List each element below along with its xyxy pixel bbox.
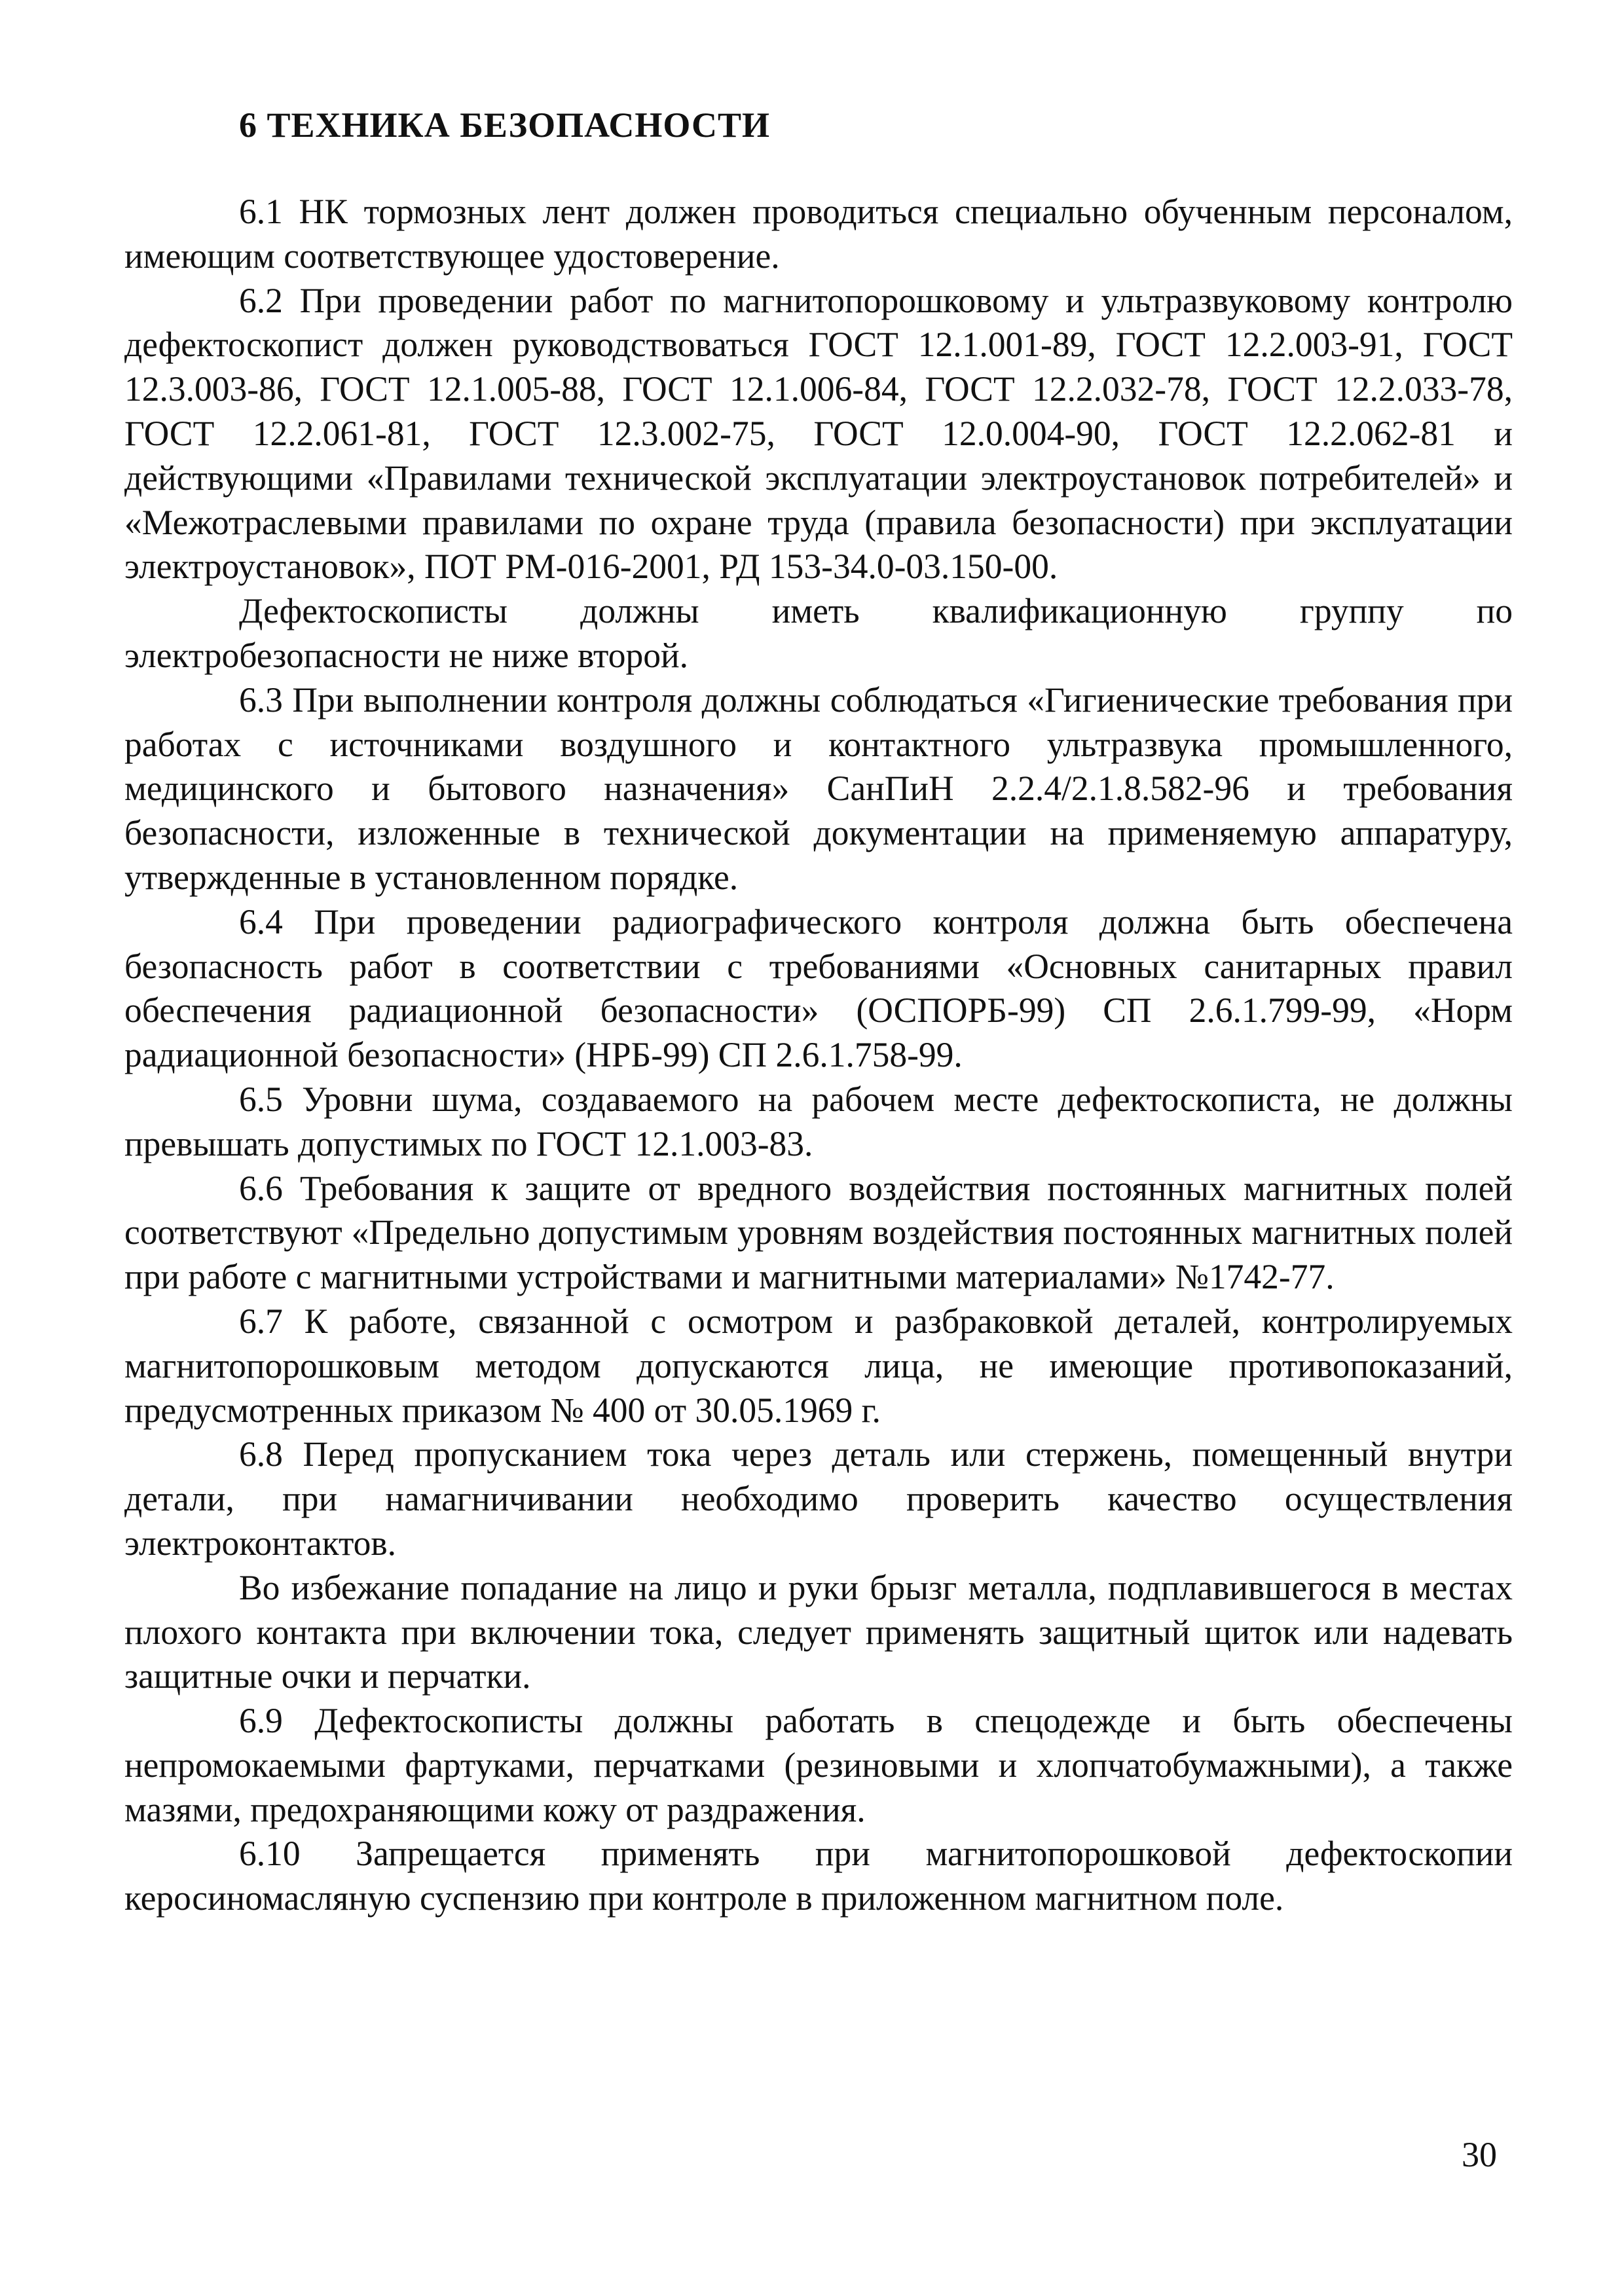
paragraph-6-10: 6.10 Запрещается применять при магнитопорошковой дефектоскопии керосиномасляную суспензию при контроле в приложенном магнитном поле. <box>124 1834 1513 1918</box>
section-body <box>124 190 1513 1921</box>
paragraph-6-8-protection: Во избежание попадание на лицо и руки брызг металла, подплавившегося в местах плохого контакта при включении тока, следует применять защитный щиток или надевать защитные очки и перчатки. <box>124 1567 1513 1696</box>
paragraph-6-8: 6.8 Перед пропусканием тока через деталь или стержень, помещенный внутри детали, при намагничивании необходимо проверить качество осуществления электроконтактов. <box>124 1434 1513 1563</box>
page-number: 30 <box>1462 2135 1497 2174</box>
paragraph-6-3: 6.3 При выполнении контроля должны соблюдаться «Гигиенические требования при работах с источниками воздушного и контактного ультразвука промышленного, медицинского и бытового назначения» СанПиН 2.2.4/2.1.8.582-96 и требования безопасности, изложенные в технической документации на применяемую аппаратуру, утвержденные в установленном порядке. <box>124 680 1513 897</box>
paragraph-6-7: 6.7 К работе, связанной с осмотром и разбраковкой деталей, контролируемых магнитопорошковым методом допускаются лица, не имеющие противопоказаний, предусмотренных приказом № 400 от 30.05.1969 г. <box>124 1301 1513 1430</box>
paragraph-6-2: 6.2 При проведении работ по магнитопорошковому и ультразвуковому контролю дефектоскопист должен руководствоваться ГОСТ 12.1.001-89, ГОСТ 12.2.003-91, ГОСТ 12.3.003-86, ГОСТ 12.1.005-88, ГОСТ 12.1.006-84, ГОСТ 12.2.032-78, ГОСТ 12.2.033-78, ГОСТ 12.2.061-81, ГОСТ 12.3.002-75, ГОСТ 12.0.004-90, ГОСТ 12.2.062-81 и действующими «Правилами технической эксплуатации электроустановок потребителей» и «Межотраслевыми правилами по охране труда (правила безопасности) при эксплуатации электроустановок», ПОТ РМ-016-2001, РД 153-34.0-03.150-00. <box>124 280 1513 587</box>
paragraph-6-4: 6.4 При проведении радиографического контроля должна быть обеспечена безопасность работ в соответствии с требованиями «Основных санитарных правил обеспечения радиационной безопасности» (ОСПОРБ-99) СП 2.6.1.799-99, «Норм радиационной безопасности» (НРБ-99) СП 2.6.1.758-99. <box>124 902 1513 1075</box>
paragraph-6-6: 6.6 Требования к защите от вредного воздействия постоянных магнитных полей соответствуют «Предельно допустимым уровням воздействия постоянных магнитных полей при работе с магнитными устройствами и магнитными материалами» №1742-77. <box>124 1168 1513 1297</box>
section-heading: 6 ТЕХНИКА БЕЗОПАСНОСТИ <box>239 105 771 145</box>
paragraph-6-1: 6.1 НК тормозных лент должен проводиться специально обученным персоналом, имеющим соответствующее удостоверение. <box>124 192 1513 276</box>
paragraph-6-2-qualification: Дефектоскописты должны иметь квалификационную группу по электробезопасности не ниже второй. <box>124 591 1513 675</box>
paragraph-6-9: 6.9 Дефектоскописты должны работать в спецодежде и быть обеспечены непромокаемыми фартуками, перчатками (резиновыми и хлопчатобумажными), а также мазями, предохраняющими кожу от раздражения. <box>124 1701 1513 1829</box>
paragraph-6-5: 6.5 Уровни шума, создаваемого на рабочем месте дефектоскописта, не должны превышать допустимых по ГОСТ 12.1.003-83. <box>124 1079 1513 1163</box>
